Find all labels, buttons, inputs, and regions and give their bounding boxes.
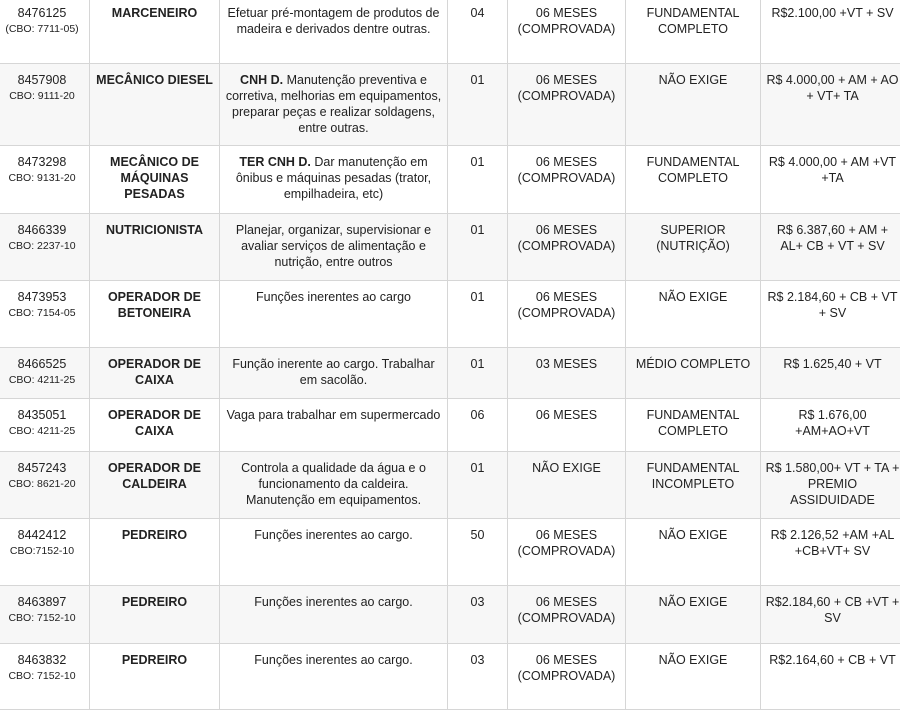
education-required: NÃO EXIGE [626, 64, 761, 146]
cbo-code: CBO: 7154-05 [8, 307, 76, 319]
experience-required: 06 MESES (COMPROVADA) [508, 64, 626, 146]
description-text: Funções inerentes ao cargo. [254, 528, 413, 542]
cbo-code: (CBO: 7711-05) [5, 23, 79, 35]
job-description [220, 399, 448, 452]
job-description [220, 146, 448, 214]
job-description [220, 519, 448, 586]
vacancy-code-cell [0, 586, 90, 644]
description-text: Planejar, organizar, supervisionar e avaliar serviços de alimentação e nutrição, entre outros [235, 223, 432, 269]
job-title: OPERADOR DE CALDEIRA [90, 452, 220, 519]
description-text: Vaga para trabalhar em supermercado [226, 408, 441, 422]
job-description [220, 0, 448, 64]
table-row [0, 64, 900, 146]
job-description [220, 452, 448, 519]
description-requirement: TER CNH D. [239, 155, 311, 169]
salary-benefits: R$ 6.387,60 + AM + AL+ CB + VT + SV [761, 214, 900, 281]
cbo-code: CBO: 4211-25 [8, 374, 76, 386]
education-required: NÃO EXIGE [626, 519, 761, 586]
vacancy-code-cell [0, 644, 90, 710]
table-row [0, 586, 900, 644]
description-requirement: CNH D. [240, 73, 284, 87]
table-row [0, 146, 900, 214]
job-title: NUTRICIONISTA [90, 214, 220, 281]
vacancy-quantity: 01 [448, 146, 508, 214]
salary-benefits: R$ 1.676,00 +AM+AO+VT [761, 399, 900, 452]
salary-benefits: R$ 4.000,00 + AM + AO + VT+ TA [761, 64, 900, 146]
education-required: SUPERIOR (NUTRIÇÃO) [626, 214, 761, 281]
vacancy-code: 8466339 [17, 223, 67, 237]
vacancy-code-cell [0, 281, 90, 348]
job-title: MARCENEIRO [90, 0, 220, 64]
salary-benefits: R$ 1.580,00+ VT + TA + PREMIO ASSIDUIDADE [761, 452, 900, 519]
vacancy-code-cell [0, 399, 90, 452]
experience-required: 03 MESES [508, 348, 626, 399]
education-required: NÃO EXIGE [626, 586, 761, 644]
education-required: MÉDIO COMPLETO [626, 348, 761, 399]
job-title: PEDREIRO [90, 519, 220, 586]
vacancy-code: 8442412 [17, 528, 67, 542]
table-row [0, 452, 900, 519]
description-text: Funções inerentes ao cargo. [254, 595, 413, 609]
experience-required: NÃO EXIGE [508, 452, 626, 519]
description-text: Efetuar pré-montagem de produtos de madeira e derivados dentre outras. [227, 6, 440, 36]
job-title: OPERADOR DE CAIXA [90, 348, 220, 399]
job-title: OPERADOR DE CAIXA [90, 399, 220, 452]
description-text: Funções inerentes ao cargo. [254, 653, 413, 667]
education-required: FUNDAMENTAL COMPLETO [626, 146, 761, 214]
vacancy-code: 8457908 [17, 73, 67, 87]
education-required: NÃO EXIGE [626, 644, 761, 710]
education-required: FUNDAMENTAL INCOMPLETO [626, 452, 761, 519]
salary-benefits: R$2.184,60 + CB +VT + SV [761, 586, 900, 644]
vacancy-quantity: 01 [448, 281, 508, 348]
vacancy-code-cell [0, 452, 90, 519]
vacancy-code: 8457243 [17, 461, 67, 475]
education-required: FUNDAMENTAL COMPLETO [626, 0, 761, 64]
cbo-code: CBO: 7152-10 [8, 670, 76, 682]
experience-required: 06 MESES (COMPROVADA) [508, 214, 626, 281]
table-row [0, 281, 900, 348]
cbo-code: CBO: 9111-20 [9, 90, 75, 102]
vacancy-code-cell [0, 0, 90, 64]
vacancy-quantity: 01 [448, 452, 508, 519]
job-title: PEDREIRO [90, 644, 220, 710]
experience-required: 06 MESES (COMPROVADA) [508, 0, 626, 64]
cbo-code: CBO: 2237-10 [8, 240, 76, 252]
experience-required: 06 MESES (COMPROVADA) [508, 281, 626, 348]
salary-benefits: R$2.164,60 + CB + VT [761, 644, 900, 710]
description-text: Função inerente ao cargo. Trabalhar em sacolão. [232, 357, 435, 387]
table-row [0, 399, 900, 452]
vacancy-code: 8466525 [17, 357, 67, 371]
job-description [220, 644, 448, 710]
salary-benefits: R$ 2.184,60 + CB + VT + SV [761, 281, 900, 348]
cbo-code: CBO: 8621-20 [8, 478, 76, 490]
salary-benefits: R$ 1.625,40 + VT [761, 348, 900, 399]
experience-required: 06 MESES (COMPROVADA) [508, 146, 626, 214]
cbo-code: CBO: 7152-10 [8, 612, 76, 624]
experience-required: 06 MESES (COMPROVADA) [508, 519, 626, 586]
table-row [0, 644, 900, 710]
job-title: PEDREIRO [90, 586, 220, 644]
vacancy-quantity: 01 [448, 348, 508, 399]
vacancy-code-cell [0, 348, 90, 399]
vacancy-quantity: 01 [448, 64, 508, 146]
vacancy-code: 8463832 [17, 653, 67, 667]
vacancy-code-cell [0, 146, 90, 214]
vacancy-code-cell [0, 519, 90, 586]
vacancy-quantity: 01 [448, 214, 508, 281]
experience-required: 06 MESES (COMPROVADA) [508, 644, 626, 710]
job-description [220, 214, 448, 281]
job-title: OPERADOR DE BETONEIRA [90, 281, 220, 348]
vacancy-quantity: 50 [448, 519, 508, 586]
description-text: Manutenção preventiva e corretiva, melhorias em equipamentos, preparar peças e realizar soldagens, entre outras. [225, 73, 442, 135]
job-description [220, 348, 448, 399]
description-text: Dar manutenção em ônibus e máquinas pesadas (trator, empilhadeira, etc) [235, 155, 432, 201]
table-row [0, 348, 900, 399]
vacancy-quantity: 03 [448, 644, 508, 710]
education-required: FUNDAMENTAL COMPLETO [626, 399, 761, 452]
experience-required: 06 MESES (COMPROVADA) [508, 586, 626, 644]
job-description [220, 586, 448, 644]
vacancy-code: 8463897 [17, 595, 67, 609]
vacancy-code: 8473953 [17, 290, 67, 304]
job-description [220, 64, 448, 146]
table-row [0, 0, 900, 64]
vacancy-code: 8435051 [17, 408, 67, 422]
table-row [0, 214, 900, 281]
job-title: MECÂNICO DIESEL [90, 64, 220, 146]
cbo-code: CBO: 4211-25 [8, 425, 76, 437]
experience-required: 06 MESES [508, 399, 626, 452]
description-text: Funções inerentes ao cargo [256, 290, 411, 304]
vacancy-quantity: 04 [448, 0, 508, 64]
vacancy-quantity: 06 [448, 399, 508, 452]
vacancy-quantity: 03 [448, 586, 508, 644]
vacancy-code: 8476125 [17, 6, 67, 20]
description-text: Controla a qualidade da água e o funcionamento da caldeira. Manutenção em equipamentos. [241, 461, 426, 507]
vacancy-code-cell [0, 214, 90, 281]
salary-benefits: R$ 2.126,52 +AM +AL +CB+VT+ SV [761, 519, 900, 586]
vacancy-code: 8473298 [17, 155, 67, 169]
salary-benefits: R$ 4.000,00 + AM +VT +TA [761, 146, 900, 214]
job-title: MECÂNICO DE MÁQUINAS PESADAS [90, 146, 220, 214]
vacancy-code-cell [0, 64, 90, 146]
job-description [220, 281, 448, 348]
education-required: NÃO EXIGE [626, 281, 761, 348]
cbo-code: CBO: 9131-20 [8, 172, 76, 184]
table-row [0, 519, 900, 586]
salary-benefits: R$2.100,00 +VT + SV [761, 0, 900, 64]
cbo-code: CBO:7152-10 [9, 545, 75, 557]
